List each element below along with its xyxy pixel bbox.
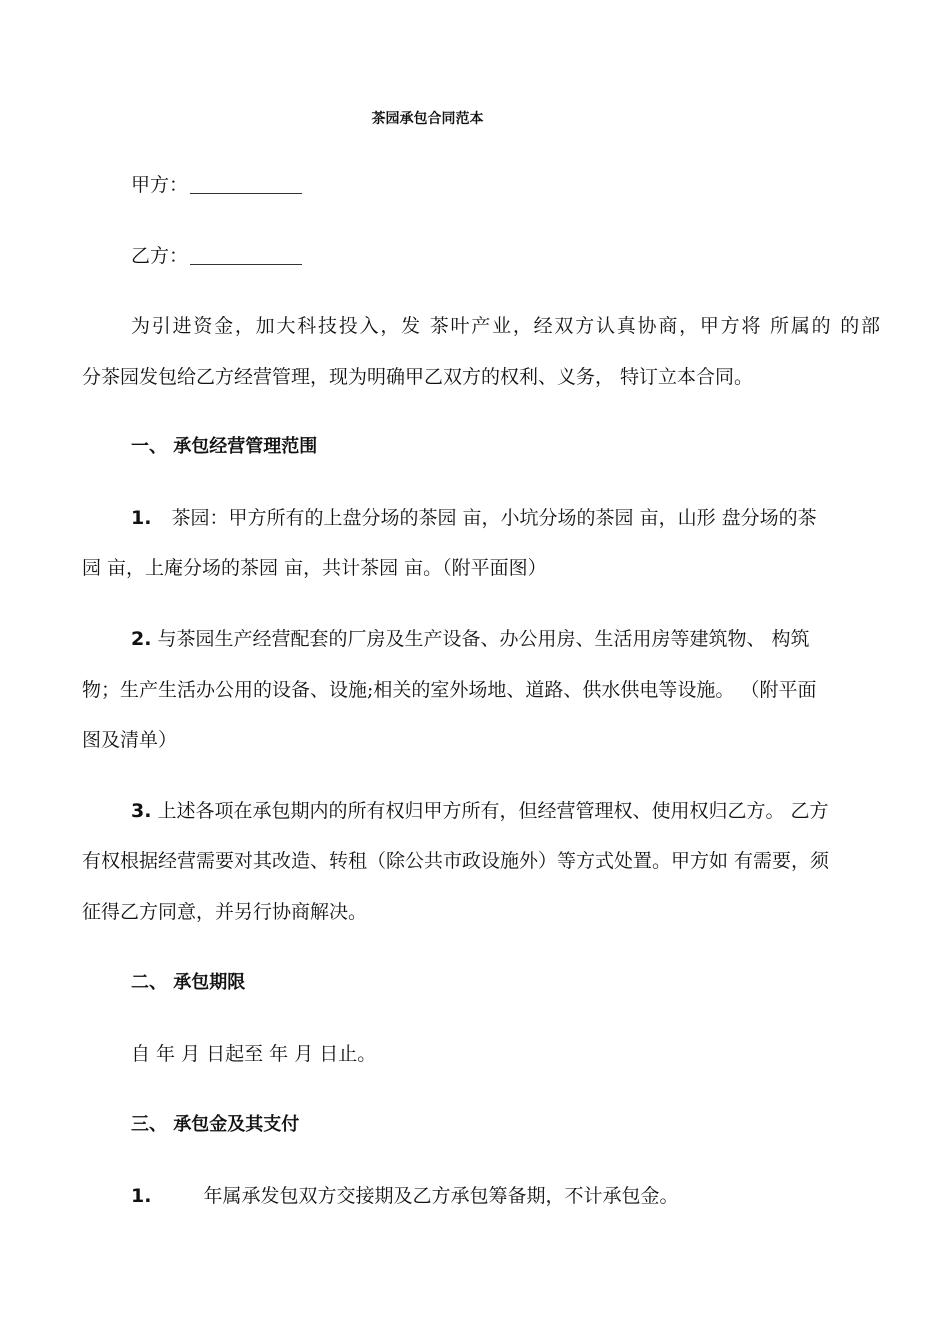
s1-item3-number: 3. (131, 800, 152, 822)
s3-item1-text: 年属承发包双方交接期及乙方承包筹备期，不计承包金。 (203, 1185, 679, 1207)
s1-item2-line-2: 物；生产生活办公用的设备、设施;相关的室外场地、道路、供水供电等设施。 （附平面 (82, 679, 817, 701)
section3-heading: 三、 承包金及其支付 (131, 1114, 300, 1135)
party-b-blank (190, 246, 302, 265)
s1-item2-line-1 (131, 624, 880, 654)
section2-heading: 二、 承包期限 (131, 972, 246, 993)
s1-item2-line-3: 图及清单） (82, 729, 178, 751)
section1-heading: 一、 承包经营管理范围 (131, 436, 318, 457)
s1-item3-text-1: 上述各项在承包期内的所有权归甲方所有，但经营管理权、使用权归乙方。 乙方 (157, 800, 829, 822)
s3-item1-number: 1. (131, 1185, 152, 1207)
intro-line-2: 分茶园发包给乙方经营管理，现为明确甲乙双方的权利、义务， 特订立本合同。 (82, 366, 754, 388)
party-b-label: 乙方： (131, 245, 189, 267)
s1-item3-line-3: 征得乙方同意，并另行协商解决。 (82, 901, 368, 923)
section2-text: 自 年 月 日起至 年 月 日止。 (131, 1043, 377, 1065)
s1-item1-line-1 (131, 503, 880, 533)
party-a-blank (190, 175, 302, 194)
party-b-line (131, 241, 931, 271)
party-a-label: 甲方： (131, 174, 189, 196)
s1-item3-line-2: 有权根据经营需要对其改造、转租（除公共市政设施外）等方式处置。甲方如 有需要，须 (82, 850, 830, 872)
s1-item2-text-1: 与茶园生产经营配套的厂房及生产设备、办公用房、生活用房等建筑物、 构筑 (157, 628, 810, 650)
document-title: 茶园承包合同范本 (371, 111, 484, 127)
intro-line-1: 为引进资金，加大科技投入，发 茶叶产业，经双方认真协商，甲方将 所属的 的部 (131, 315, 880, 337)
s3-item1-line (131, 1181, 931, 1211)
s1-item1-line-2: 园 亩，上庵分场的茶园 亩，共计茶园 亩。（附平面图） (82, 557, 547, 579)
s1-item1-text-1: 茶园：甲方所有的上盘分场的茶园 亩，小坑分场的茶园 亩，山形 盘分场的茶 (171, 507, 817, 529)
s1-item2-number: 2. (131, 628, 152, 650)
s1-item3-line-1 (131, 796, 880, 826)
party-a-line (131, 170, 931, 200)
s1-item1-number: 1. (131, 507, 152, 529)
